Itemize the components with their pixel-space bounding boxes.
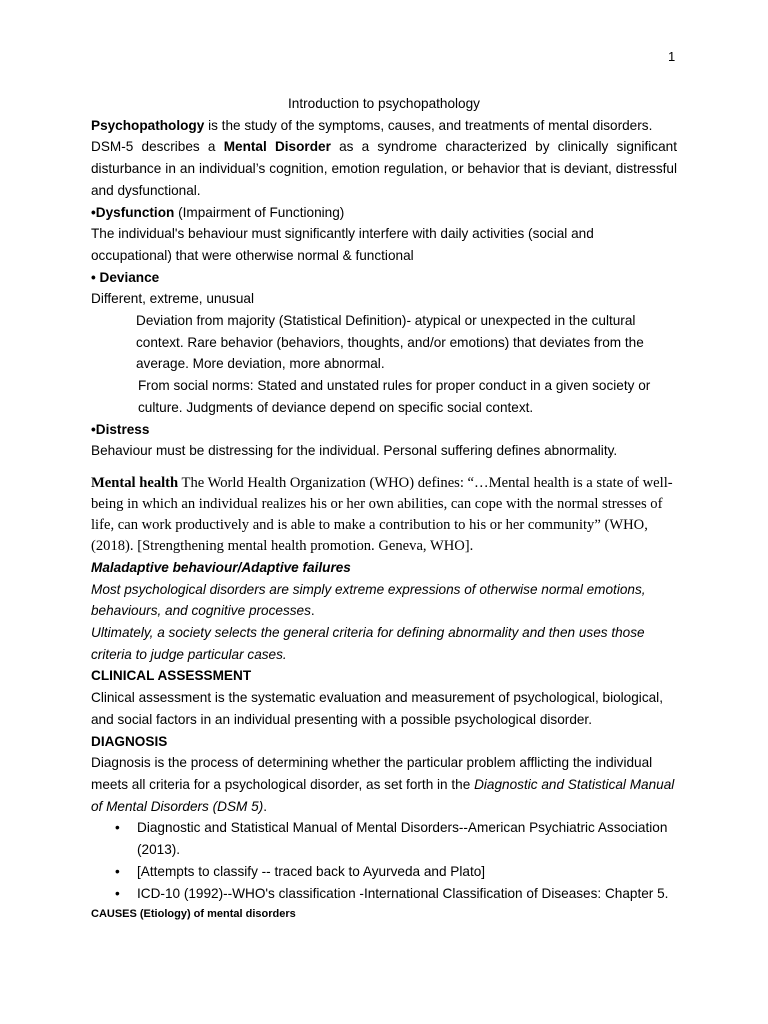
dysfunction-heading-line — [91, 202, 677, 224]
mental-health-paragraph — [91, 473, 677, 557]
page-number: 1 — [668, 49, 676, 64]
deviance-heading: • Deviance — [91, 269, 160, 285]
dysfunction-text: The individual's behaviour must significantly interfere with daily activities (social and occupational) that were otherwise normal & functional — [91, 226, 594, 263]
dsm-manual-title: Diagnostic and Statistical Manual of Mental Disorders (DSM 5) — [91, 776, 675, 814]
diagnosis-heading: DIAGNOSIS — [91, 733, 168, 749]
psychopathology-paragraph — [91, 115, 677, 137]
causes-heading: CAUSES (Etiology) of mental disorders — [91, 908, 296, 921]
maladaptive-line-1: Most psychological disorders are simply extreme expressions of otherwise normal emotions, behaviours, and cognitive processes. — [91, 581, 646, 619]
mental-disorder-term: Mental Disorder — [223, 139, 331, 155]
maladaptive-heading: Maladaptive behaviour/Adaptive failures — [91, 559, 351, 575]
list-item: • ICD-10 (1992)--WHO's classification -International Classification of Diseases: Chapter 5. — [91, 883, 677, 905]
clinical-assessment-heading: CLINICAL ASSESSMENT — [91, 668, 252, 684]
dysfunction-heading: •Dysfunction — [91, 204, 175, 220]
psychopathology-term: Psychopathology — [91, 117, 205, 133]
bullet-icon: • — [115, 863, 120, 879]
deviance-summary: Different, extreme, unusual — [91, 291, 254, 307]
distress-heading: •Distress — [91, 421, 150, 437]
mental-health-term: Mental health — [91, 474, 179, 491]
deviance-statistical: Deviation from majority (Statistical Definition)- atypical or unexpected in the cultural context. Rare behavior (behaviors, thoughts, and/or emotions) that deviates from the average. More deviation, more abnormal. — [136, 313, 644, 372]
list-item: • [Attempts to classify -- traced back to Ayurveda and Plato] — [91, 861, 677, 883]
document-title: Introduction to psychopathology — [288, 96, 480, 111]
document-body — [91, 93, 677, 924]
deviance-social: From social norms: Stated and unstated rules for proper conduct in a given society or culture. Judgments of deviance depend on specific social context. — [138, 378, 651, 415]
clinical-assessment-text: Clinical assessment is the systematic evaluation and measurement of psychological, biological, and social factors in an individual presenting with a possible psychological disorder. — [91, 690, 663, 727]
dsm-definition-text: as a syndrome characterized by clinically significant disturbance in an individual’s cognition, emotion regulation, or behavior that is deviant, distressful and dysfunctional. — [91, 139, 677, 198]
dsm-prefix: DSM-5 describes a — [91, 139, 224, 155]
bullet-icon: • — [115, 885, 120, 901]
bullet-icon: • — [115, 820, 120, 836]
distress-text: Behaviour must be distressing for the individual. Personal suffering defines abnormality. — [91, 443, 618, 459]
dsm-definition-paragraph — [91, 136, 677, 201]
diagnosis-text: Diagnosis is the process of determining whether the particular problem afflicting the individual meets all criteria for a psychological disorder, as set forth in the Diagnostic and Statistical Manual of Mental Disorders (DSM 5). — [91, 755, 675, 814]
mental-health-text: The World Health Organization (WHO) defines: “…Mental health is a state of well-being in which an individual realizes his or her own abilities, can cope with the normal stresses of life, can work productively and is able to make a contribution to his or her community” (WHO, (2018). [Strengthening mental health promotion. Geneva, WHO]. — [91, 474, 673, 554]
diagnosis-bullet-list — [91, 817, 677, 904]
psychopathology-definition: is the study of the symptoms, causes, and treatments of mental disorders. — [204, 117, 653, 133]
list-item: • Diagnostic and Statistical Manual of Mental Disorders--American Psychiatric Association (2013). — [91, 817, 677, 860]
maladaptive-line-2: Ultimately, a society selects the general criteria for defining abnormality and then uses those criteria to judge particular cases. — [91, 625, 645, 662]
dysfunction-subtitle: (Impairment of Functioning) — [174, 204, 345, 220]
section-gap — [91, 462, 677, 473]
